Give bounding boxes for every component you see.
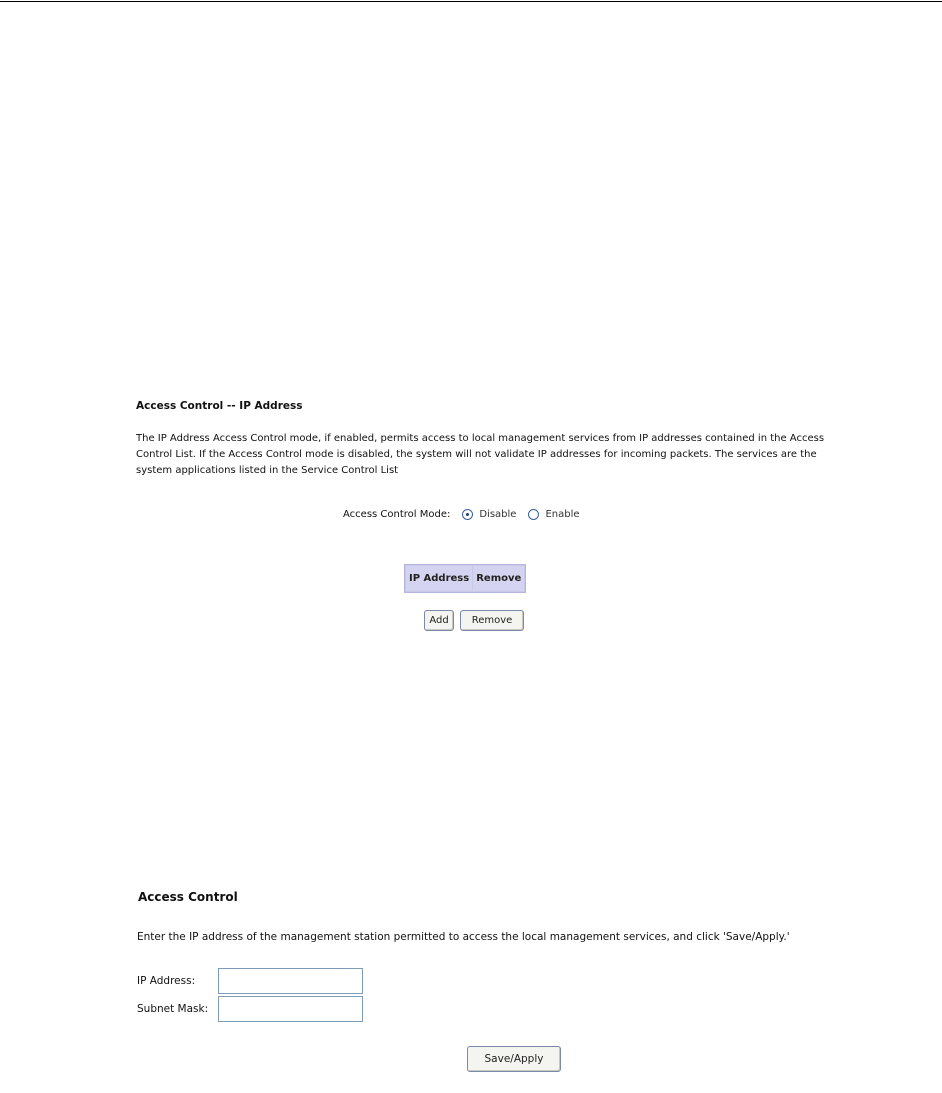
access-control-ip-title: Access Control -- IP Address (136, 400, 303, 412)
top-border-line (0, 1, 942, 2)
remove-button[interactable]: Remove (460, 610, 524, 631)
subnet-mask-input[interactable] (218, 996, 363, 1022)
subnet-mask-label: Subnet Mask: (137, 1003, 209, 1015)
enable-radio-label[interactable]: Enable (545, 509, 580, 520)
save-apply-button[interactable]: Save/Apply (467, 1046, 561, 1072)
ip-address-column-header: IP Address (406, 566, 472, 591)
table-header-row (406, 566, 524, 591)
access-control-ip-description: The IP Address Access Control mode, if enabled, permits access to local management services from IP addresses contained in the Access Control List. If the Access Control mode is disabled, the system will not validate IP addresses for incoming packets. The services are the system applications listed in the Service Control List (136, 433, 825, 476)
access-control-description: Enter the IP address of the management station permitted to access the local management services, and click 'Save/Apply.' (137, 931, 790, 943)
disable-radio-label[interactable]: Disable (479, 509, 517, 520)
enable-radio[interactable] (528, 509, 539, 520)
access-control-mode-label: Access Control Mode: (343, 509, 451, 520)
remove-column-header: Remove (473, 566, 524, 591)
ip-address-label: IP Address: (137, 975, 196, 987)
access-control-mode-row (343, 509, 580, 520)
access-control-title: Access Control (138, 890, 238, 904)
ip-address-table (404, 564, 526, 593)
disable-radio[interactable] (462, 509, 473, 520)
add-button[interactable]: Add (424, 610, 454, 631)
ip-address-input[interactable] (218, 968, 363, 994)
